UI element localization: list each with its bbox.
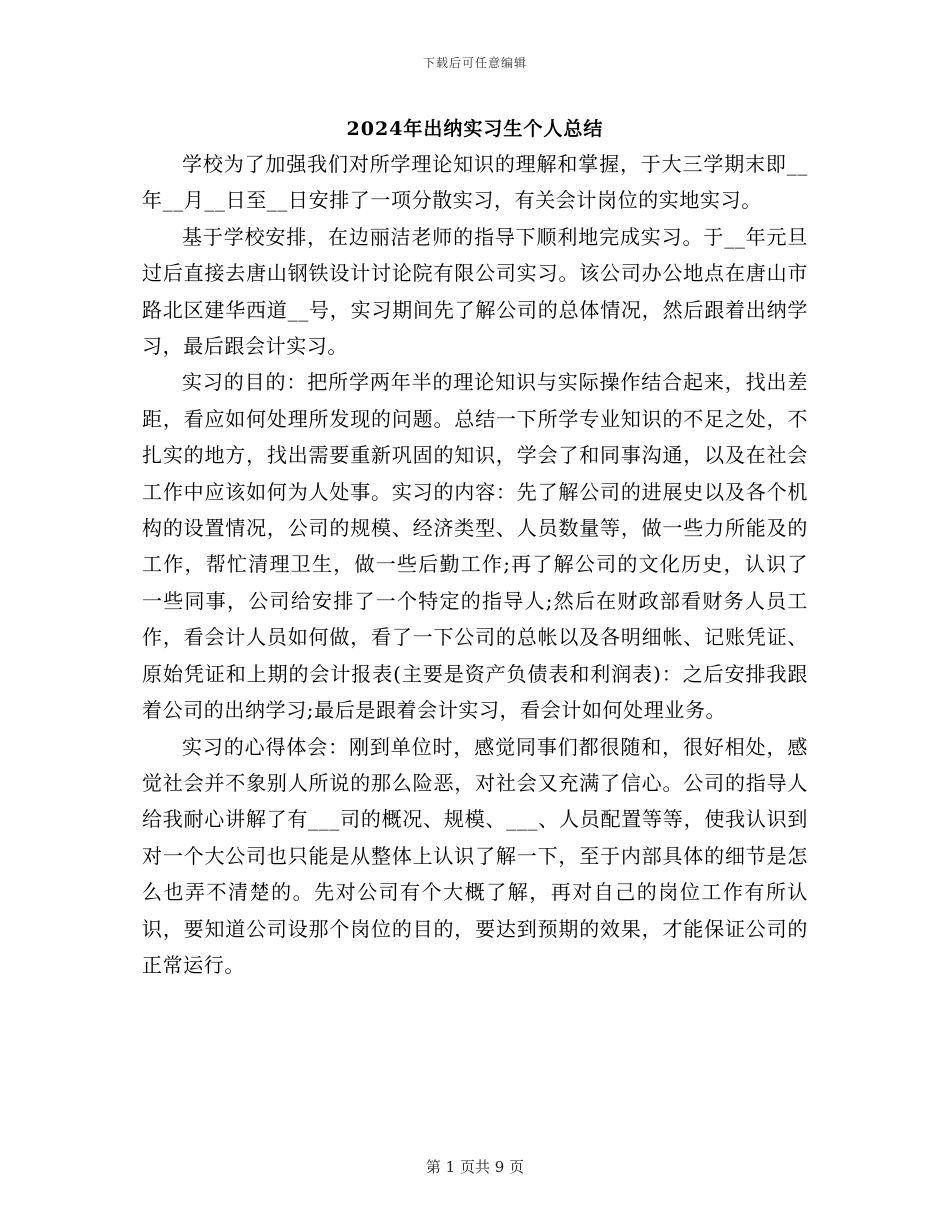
paragraph: 学校为了加强我们对所学理论知识的理解和掌握，于大三学期末即__年__月__日至__日安排了一项分散实习，有关会计岗位的实地实习。: [142, 152, 808, 213]
paragraph: 实习的目的：把所学两年半的理论知识与实际操作结合起来，找出差距，看应如何处理所发现的问题。总结一下所学专业知识的不足之处，不扎实的地方，找出需要重新巩固的知识，学会了和同事沟通，以及在社会工作中应该如何为人处事。实习的内容：先了解公司的进展史以及各个机构的设置情况，公司的规模、经济类型、人员数量等，做一些力所能及的工作，帮忙清理卫生，做一些后勤工作;再了解公司的文化历史，认识了一些同事，公司给安排了一个特定的指导人;然后在财政部看财务人员工作，看会计人员如何做，看了一下公司的总帐以及各明细帐、记账凭证、原始凭证和上期的会计报表(主要是资产负债表和利润表)：之后安排我跟着公司的出纳学习;最后是跟着会计实习，看会计如何处理业务。: [142, 370, 808, 723]
document-body: [142, 146, 808, 983]
page-number: 第 1 页共 9 页: [425, 1158, 525, 1176]
paragraph: 基于学校安排，在边丽洁老师的指导下顺利地完成实习。于__年元旦过后直接去唐山钢铁设计讨论院有限公司实习。该公司办公地点在唐山市路北区建华西道__号，实习期间先了解公司的总体情况，然后跟着出纳学习，最后跟会计实习。: [142, 224, 808, 359]
paragraph: 实习的心得体会：刚到单位时，感觉同事们都很随和，很好相处，感觉社会并不象别人所说的那么险恶，对社会又充满了信心。公司的指导人给我耐心讲解了有___司的概况、规模、___、人员配置等等，使我认识到对一个大公司也只能是从整体上认识了解一下，至于内部具体的细节是怎么也弄不清楚的。先对公司有个大概了解，再对自己的岗位工作有所认识，要知道公司设那个岗位的目的，要达到预期的效果，才能保证公司的正常运行。: [142, 734, 808, 977]
document-title: 2024年出纳实习生个人总结: [346, 118, 604, 140]
download-note: 下载后可任意编辑: [422, 56, 527, 70]
